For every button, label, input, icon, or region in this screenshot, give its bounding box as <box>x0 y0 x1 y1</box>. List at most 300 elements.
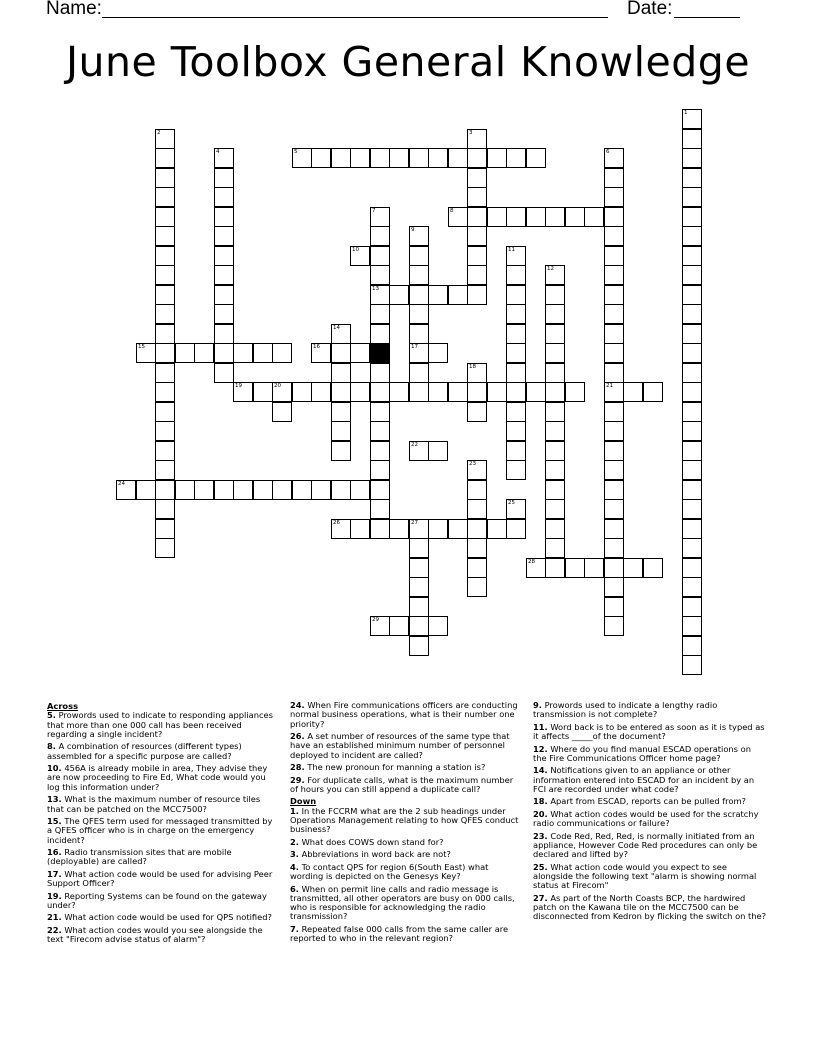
clue-item <box>47 848 279 867</box>
grid-cell[interactable] <box>682 285 702 305</box>
grid-cell[interactable] <box>370 382 390 402</box>
grid-cell[interactable] <box>155 324 175 344</box>
grid-cell[interactable] <box>682 148 702 168</box>
grid-cell[interactable] <box>350 246 370 266</box>
grid-cell[interactable] <box>331 421 351 441</box>
grid-cell[interactable] <box>292 480 312 500</box>
grid-cell[interactable] <box>604 499 624 519</box>
clue-item <box>533 701 767 720</box>
grid-cell[interactable] <box>350 480 370 500</box>
clue-item-number: 12. <box>533 743 548 754</box>
grid-cell[interactable] <box>506 148 526 168</box>
grid-cell[interactable] <box>506 207 526 227</box>
grid-cell[interactable] <box>506 499 526 519</box>
grid-cell[interactable] <box>409 538 429 558</box>
clue-item-text: A set number of resources of the same type that have an established minimum number of personnel deployed to incident are called? <box>290 731 510 760</box>
grid-cell[interactable] <box>545 421 565 441</box>
grid-cell[interactable] <box>506 324 526 344</box>
grid-cell[interactable] <box>370 207 390 227</box>
grid-cell[interactable] <box>467 129 487 149</box>
grid-cell[interactable] <box>565 382 585 402</box>
grid-cell[interactable] <box>155 538 175 558</box>
grid-cell[interactable] <box>389 148 409 168</box>
grid-cell[interactable] <box>487 519 507 539</box>
clue-item <box>47 795 279 814</box>
grid-cell[interactable] <box>682 207 702 227</box>
grid-cell[interactable] <box>253 382 273 402</box>
grid-cell[interactable] <box>409 636 429 656</box>
grid-cell[interactable] <box>214 187 234 207</box>
grid-cell[interactable] <box>506 519 526 539</box>
grid-cell[interactable] <box>428 343 448 363</box>
grid-cell[interactable] <box>214 148 234 168</box>
grid-cell[interactable] <box>370 460 390 480</box>
grid-cell[interactable] <box>604 304 624 324</box>
grid-cell[interactable] <box>409 441 429 461</box>
clue-item <box>47 870 279 889</box>
grid-cell[interactable] <box>370 285 390 305</box>
clue-item <box>290 838 522 847</box>
grid-cell[interactable] <box>448 519 468 539</box>
grid-cell[interactable] <box>409 577 429 597</box>
grid-cell[interactable] <box>331 402 351 422</box>
grid-cell[interactable] <box>155 480 175 500</box>
grid-cell[interactable] <box>409 265 429 285</box>
grid-cell[interactable] <box>682 168 702 188</box>
grid-cell[interactable] <box>506 441 526 461</box>
grid-cell[interactable] <box>214 480 234 500</box>
grid-cell[interactable] <box>467 226 487 246</box>
clue-item-number: 2. <box>290 836 299 847</box>
grid-cell[interactable] <box>370 519 390 539</box>
clues-column-2 <box>290 701 522 947</box>
grid-cell[interactable] <box>409 246 429 266</box>
grid-cell[interactable] <box>370 441 390 461</box>
grid-cell[interactable] <box>467 499 487 519</box>
grid-cell[interactable] <box>409 226 429 246</box>
grid-cell[interactable] <box>409 616 429 636</box>
grid-cell[interactable] <box>214 265 234 285</box>
grid-cell[interactable] <box>194 480 214 500</box>
grid-cell[interactable] <box>389 519 409 539</box>
grid-cell[interactable] <box>311 382 331 402</box>
grid-cell[interactable] <box>331 382 351 402</box>
grid-cell[interactable] <box>682 109 702 129</box>
grid-cell[interactable] <box>545 519 565 539</box>
grid-cell[interactable] <box>467 148 487 168</box>
grid-cell[interactable] <box>448 207 468 227</box>
grid-cell[interactable] <box>682 382 702 402</box>
grid-cell[interactable] <box>155 226 175 246</box>
grid-cell[interactable] <box>253 480 273 500</box>
grid-cell[interactable] <box>487 148 507 168</box>
grid-cell[interactable] <box>409 304 429 324</box>
grid-cell[interactable] <box>155 460 175 480</box>
clue-item-number: 24. <box>290 700 305 710</box>
grid-cell[interactable] <box>155 148 175 168</box>
grid-cell[interactable] <box>155 265 175 285</box>
grid-cell[interactable] <box>409 519 429 539</box>
grid-cell[interactable] <box>604 577 624 597</box>
grid-cell[interactable] <box>604 441 624 461</box>
grid-cell[interactable] <box>643 558 663 578</box>
grid-cell[interactable] <box>467 558 487 578</box>
clue-number: 9 <box>411 227 415 233</box>
clue-item-text: What is the maximum number of resource tiles that can be patched on the MCC7500? <box>47 794 261 814</box>
grid-cell[interactable] <box>155 363 175 383</box>
blocked-cell <box>370 343 390 363</box>
grid-cell[interactable] <box>643 382 663 402</box>
clue-item <box>47 764 279 792</box>
grid-cell[interactable] <box>584 558 604 578</box>
grid-cell[interactable] <box>604 597 624 617</box>
clue-item-text: What action code would you expect to see alongside the following text "alarm is showing normal status at Firecom" <box>533 861 757 891</box>
grid-cell[interactable] <box>545 207 565 227</box>
grid-cell[interactable] <box>428 148 448 168</box>
grid-cell[interactable] <box>604 402 624 422</box>
grid-cell[interactable] <box>467 187 487 207</box>
grid-cell[interactable] <box>116 480 136 500</box>
grid-cell[interactable] <box>155 207 175 227</box>
grid-cell[interactable] <box>428 285 448 305</box>
grid-cell[interactable] <box>272 343 292 363</box>
grid-cell[interactable] <box>409 363 429 383</box>
grid-cell[interactable] <box>682 421 702 441</box>
grid-cell[interactable] <box>604 168 624 188</box>
clue-item-number: 27. <box>533 892 548 903</box>
grid-cell[interactable] <box>331 148 351 168</box>
clue-item-number: 23. <box>533 830 548 841</box>
grid-cell[interactable] <box>214 363 234 383</box>
grid-cell[interactable] <box>467 363 487 383</box>
grid-cell[interactable] <box>682 343 702 363</box>
grid-cell[interactable] <box>682 460 702 480</box>
grid-cell[interactable] <box>506 285 526 305</box>
grid-cell[interactable] <box>311 148 331 168</box>
grid-cell[interactable] <box>370 402 390 422</box>
clue-item <box>533 745 767 764</box>
grid-cell[interactable] <box>214 226 234 246</box>
date-label: Date: <box>627 0 673 19</box>
grid-cell[interactable] <box>545 285 565 305</box>
grid-cell[interactable] <box>155 343 175 363</box>
grid-cell[interactable] <box>604 187 624 207</box>
grid-cell[interactable] <box>428 382 448 402</box>
grid-cell[interactable] <box>448 148 468 168</box>
clue-number: 12 <box>547 266 554 272</box>
grid-cell[interactable] <box>331 343 351 363</box>
grid-cell[interactable] <box>682 558 702 578</box>
clue-item-number: 10. <box>47 763 62 774</box>
clue-number: 7 <box>372 208 376 214</box>
grid-cell[interactable] <box>506 382 526 402</box>
grid-cell[interactable] <box>370 304 390 324</box>
grid-cell[interactable] <box>604 616 624 636</box>
clue-number: 8 <box>450 208 454 214</box>
grid-cell[interactable] <box>272 402 292 422</box>
grid-cell[interactable] <box>604 148 624 168</box>
grid-cell[interactable] <box>604 246 624 266</box>
clue-item <box>47 913 279 922</box>
clue-item-text: What action codes would be used for the scratchy radio communications or failure? <box>533 808 759 829</box>
grid-cell[interactable] <box>487 382 507 402</box>
grid-cell[interactable] <box>467 382 487 402</box>
grid-cell[interactable] <box>604 558 624 578</box>
clue-item <box>290 776 522 795</box>
grid-cell[interactable] <box>370 363 390 383</box>
grid-cell[interactable] <box>584 207 604 227</box>
grid-cell[interactable] <box>389 382 409 402</box>
clue-item <box>290 763 522 772</box>
grid-cell[interactable] <box>175 480 195 500</box>
clue-section-heading: Across <box>47 701 79 711</box>
grid-cell[interactable] <box>155 519 175 539</box>
grid-cell[interactable] <box>545 538 565 558</box>
grid-cell[interactable] <box>155 382 175 402</box>
grid-cell[interactable] <box>604 460 624 480</box>
grid-cell[interactable] <box>682 519 702 539</box>
grid-cell[interactable] <box>467 207 487 227</box>
grid-cell[interactable] <box>233 343 253 363</box>
grid-cell[interactable] <box>370 226 390 246</box>
grid-cell[interactable] <box>506 421 526 441</box>
clue-item <box>533 723 767 742</box>
grid-cell[interactable] <box>545 499 565 519</box>
grid-cell[interactable] <box>604 343 624 363</box>
grid-cell[interactable] <box>682 265 702 285</box>
grid-cell[interactable] <box>448 382 468 402</box>
grid-cell[interactable] <box>331 519 351 539</box>
clue-item <box>533 766 767 794</box>
grid-cell[interactable] <box>545 304 565 324</box>
clue-item-number: 9. <box>533 700 542 710</box>
grid-cell[interactable] <box>604 265 624 285</box>
grid-cell[interactable] <box>233 480 253 500</box>
grid-cell[interactable] <box>311 480 331 500</box>
grid-cell[interactable] <box>409 382 429 402</box>
grid-cell[interactable] <box>545 343 565 363</box>
grid-cell[interactable] <box>545 441 565 461</box>
grid-cell[interactable] <box>682 304 702 324</box>
grid-cell[interactable] <box>155 421 175 441</box>
grid-cell[interactable] <box>214 324 234 344</box>
grid-cell[interactable] <box>214 207 234 227</box>
grid-cell[interactable] <box>545 382 565 402</box>
clue-number: 14 <box>333 325 340 331</box>
grid-cell[interactable] <box>331 480 351 500</box>
grid-cell[interactable] <box>214 168 234 188</box>
grid-cell[interactable] <box>682 655 702 675</box>
grid-cell[interactable] <box>428 519 448 539</box>
grid-cell[interactable] <box>467 246 487 266</box>
grid-cell[interactable] <box>565 207 585 227</box>
grid-cell[interactable] <box>682 499 702 519</box>
grid-cell[interactable] <box>155 285 175 305</box>
grid-cell[interactable] <box>604 538 624 558</box>
clue-item-text: Prowords used to indicate a lengthy radio transmission is not complete? <box>533 700 718 720</box>
grid-cell[interactable] <box>545 460 565 480</box>
grid-cell[interactable] <box>194 343 214 363</box>
grid-cell[interactable] <box>214 343 234 363</box>
grid-cell[interactable] <box>311 343 331 363</box>
grid-cell[interactable] <box>682 597 702 617</box>
grid-cell[interactable] <box>155 499 175 519</box>
grid-cell[interactable] <box>682 129 702 149</box>
grid-cell[interactable] <box>272 480 292 500</box>
grid-cell[interactable] <box>233 382 253 402</box>
grid-cell[interactable] <box>155 441 175 461</box>
grid-cell[interactable] <box>682 441 702 461</box>
grid-cell[interactable] <box>350 343 370 363</box>
grid-cell[interactable] <box>350 519 370 539</box>
grid-cell[interactable] <box>604 363 624 383</box>
grid-cell[interactable] <box>155 304 175 324</box>
grid-cell[interactable] <box>682 246 702 266</box>
grid-cell[interactable] <box>331 363 351 383</box>
grid-cell[interactable] <box>545 402 565 422</box>
grid-cell[interactable] <box>545 324 565 344</box>
grid-cell[interactable] <box>467 265 487 285</box>
grid-cell[interactable] <box>331 324 351 344</box>
clue-item-text: What action codes would you see alongside the text "Firecom advise status of alarm"? <box>47 924 263 945</box>
grid-cell[interactable] <box>682 363 702 383</box>
grid-cell[interactable] <box>389 285 409 305</box>
grid-cell[interactable] <box>370 499 390 519</box>
grid-cell[interactable] <box>623 382 643 402</box>
grid-cell[interactable] <box>409 343 429 363</box>
grid-cell[interactable] <box>682 402 702 422</box>
grid-cell[interactable] <box>370 616 390 636</box>
grid-cell[interactable] <box>623 558 643 578</box>
grid-cell[interactable] <box>467 168 487 188</box>
grid-cell[interactable] <box>292 382 312 402</box>
grid-cell[interactable] <box>682 480 702 500</box>
grid-cell[interactable] <box>467 402 487 422</box>
grid-cell[interactable] <box>682 616 702 636</box>
grid-cell[interactable] <box>545 265 565 285</box>
grid-cell[interactable] <box>389 616 409 636</box>
clue-number: 23 <box>469 461 476 467</box>
clue-number: 22 <box>411 442 418 448</box>
grid-cell[interactable] <box>506 402 526 422</box>
grid-cell[interactable] <box>682 187 702 207</box>
grid-cell[interactable] <box>350 148 370 168</box>
grid-cell[interactable] <box>487 207 507 227</box>
clue-number: 3 <box>469 130 473 136</box>
grid-cell[interactable] <box>682 226 702 246</box>
clue-item-text: As part of the North Coasts BCP, the hardwired patch on the Kawana tile on the MCC7500 can be disconnected from Kedron by flicking the switch on the? <box>533 892 767 922</box>
grid-cell[interactable] <box>506 343 526 363</box>
grid-cell[interactable] <box>272 382 292 402</box>
grid-cell[interactable] <box>506 265 526 285</box>
grid-cell[interactable] <box>409 285 429 305</box>
grid-cell[interactable] <box>506 246 526 266</box>
grid-cell[interactable] <box>214 304 234 324</box>
grid-cell[interactable] <box>214 246 234 266</box>
grid-cell[interactable] <box>682 324 702 344</box>
grid-cell[interactable] <box>370 324 390 344</box>
grid-cell[interactable] <box>565 558 585 578</box>
grid-cell[interactable] <box>155 168 175 188</box>
clue-item-number: 15. <box>47 816 62 827</box>
clue-item <box>290 850 522 859</box>
grid-cell[interactable] <box>506 460 526 480</box>
grid-cell[interactable] <box>604 480 624 500</box>
grid-cell[interactable] <box>136 480 156 500</box>
grid-cell[interactable] <box>214 285 234 305</box>
grid-cell[interactable] <box>604 324 624 344</box>
grid-cell[interactable] <box>155 402 175 422</box>
grid-cell[interactable] <box>136 343 156 363</box>
clue-number: 24 <box>118 481 125 487</box>
grid-cell[interactable] <box>604 207 624 227</box>
grid-cell[interactable] <box>467 480 487 500</box>
clue-item-text: What action code would be used for QPS notified? <box>61 912 272 923</box>
grid-cell[interactable] <box>604 421 624 441</box>
clue-item-number: 28. <box>290 762 305 773</box>
grid-cell[interactable] <box>467 577 487 597</box>
grid-cell[interactable] <box>370 421 390 441</box>
grid-cell[interactable] <box>545 558 565 578</box>
grid-cell[interactable] <box>409 558 429 578</box>
grid-cell[interactable] <box>604 226 624 246</box>
clue-item-number: 19. <box>47 890 62 901</box>
grid-cell[interactable] <box>526 148 546 168</box>
grid-cell[interactable] <box>448 285 468 305</box>
clue-item-number: 18. <box>533 796 548 807</box>
grid-cell[interactable] <box>545 363 565 383</box>
grid-cell[interactable] <box>409 597 429 617</box>
grid-cell[interactable] <box>506 304 526 324</box>
grid-cell[interactable] <box>545 480 565 500</box>
grid-cell[interactable] <box>409 324 429 344</box>
grid-cell[interactable] <box>175 343 195 363</box>
grid-cell[interactable] <box>155 187 175 207</box>
grid-cell[interactable] <box>682 538 702 558</box>
grid-cell[interactable] <box>467 460 487 480</box>
grid-cell[interactable] <box>467 285 487 305</box>
grid-cell[interactable] <box>526 207 546 227</box>
grid-cell[interactable] <box>155 129 175 149</box>
grid-cell[interactable] <box>155 246 175 266</box>
grid-cell[interactable] <box>350 382 370 402</box>
grid-cell[interactable] <box>428 441 448 461</box>
grid-cell[interactable] <box>604 519 624 539</box>
grid-cell[interactable] <box>428 616 448 636</box>
grid-cell[interactable] <box>409 148 429 168</box>
grid-cell[interactable] <box>467 538 487 558</box>
clue-number: 2 <box>157 130 161 136</box>
grid-cell[interactable] <box>526 382 546 402</box>
grid-cell[interactable] <box>682 636 702 656</box>
grid-cell[interactable] <box>526 558 546 578</box>
grid-cell[interactable] <box>253 343 273 363</box>
grid-cell[interactable] <box>292 148 312 168</box>
grid-cell[interactable] <box>370 148 390 168</box>
grid-cell[interactable] <box>682 577 702 597</box>
puzzle-title: June Toolbox General Knowledge <box>65 38 751 86</box>
clue-number: 10 <box>352 247 359 253</box>
grid-cell[interactable] <box>331 441 351 461</box>
grid-cell[interactable] <box>604 285 624 305</box>
grid-cell[interactable] <box>604 382 624 402</box>
grid-cell[interactable] <box>467 519 487 539</box>
grid-cell[interactable] <box>370 265 390 285</box>
grid-cell[interactable] <box>370 246 390 266</box>
clue-item <box>533 894 767 922</box>
grid-cell[interactable] <box>370 480 390 500</box>
grid-cell[interactable] <box>506 363 526 383</box>
